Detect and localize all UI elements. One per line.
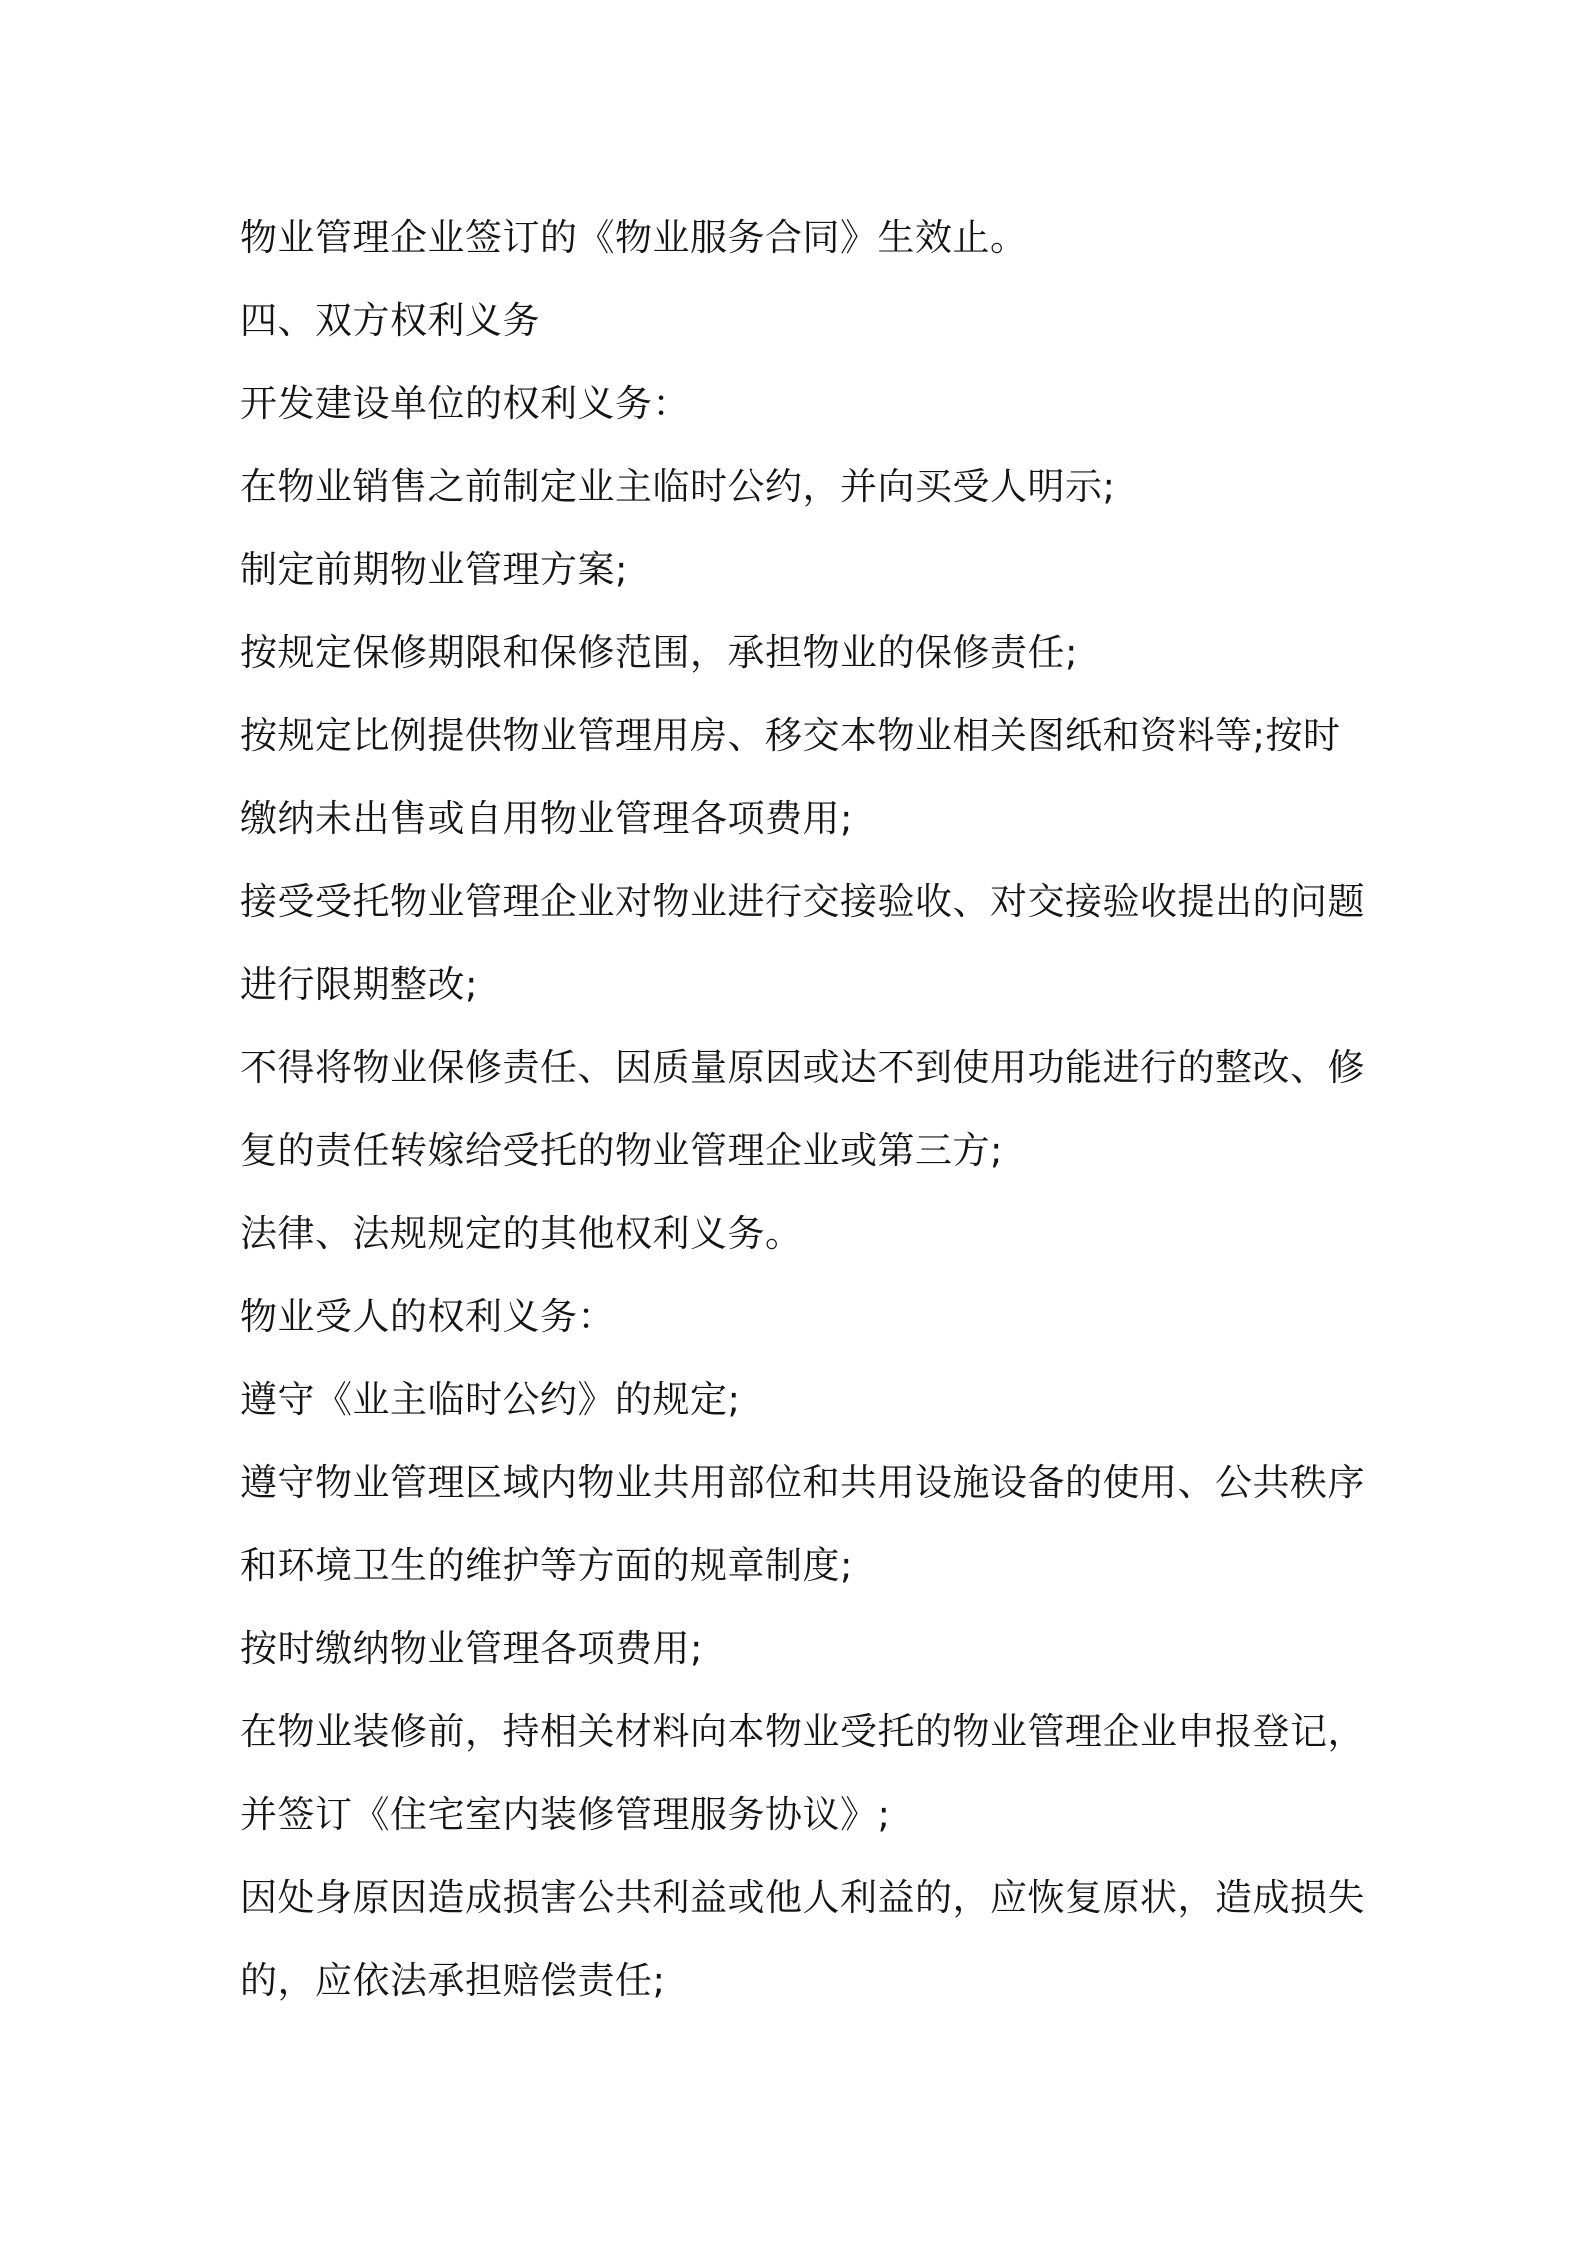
text-line: 进行限期整改; bbox=[240, 963, 478, 1006]
text-line: 在物业销售之前制定业主临时公约，并向买受人明示; bbox=[240, 465, 1116, 508]
text-line: 接受受托物业管理企业对物业进行交接验收、对交接验收提出的问题 bbox=[240, 880, 1365, 923]
text-line: 不得将物业保修责任、因质量原因或达不到使用功能进行的整改、修 bbox=[240, 1046, 1365, 1089]
text-line: 复的责任转嫁给受托的物业管理企业或第三方; bbox=[240, 1129, 1003, 1172]
text-line: 物业管理企业签订的《物业服务合同》生效止。 bbox=[240, 216, 1028, 259]
text-line: 按规定比例提供物业管理用房、移交本物业相关图纸和资料等;按时 bbox=[240, 714, 1341, 757]
text-line: 按时缴纳物业管理各项费用; bbox=[240, 1627, 703, 1670]
text-line: 制定前期物业管理方案; bbox=[240, 548, 628, 591]
text-line: 并签订《住宅室内装修管理服务协议》; bbox=[240, 1793, 891, 1836]
text-line: 和环境卫生的维护等方面的规章制度; bbox=[240, 1544, 853, 1587]
text-line: 按规定保修期限和保修范围，承担物业的保修责任; bbox=[240, 631, 1078, 674]
subsection-heading: 开发建设单位的权利义务： bbox=[240, 382, 690, 425]
text-line: 的，应依法承担赔偿责任; bbox=[240, 1959, 666, 2002]
section-heading: 四、双方权利义务 bbox=[240, 299, 540, 342]
text-line: 遵守《业主临时公约》的规定; bbox=[240, 1378, 741, 1421]
text-line: 遵守物业管理区域内物业共用部位和共用设施设备的使用、公共秩序 bbox=[240, 1461, 1365, 1504]
text-line: 在物业装修前，持相关材料向本物业受托的物业管理企业申报登记， bbox=[240, 1710, 1365, 1753]
text-line: 缴纳未出售或自用物业管理各项费用; bbox=[240, 797, 853, 840]
text-line: 法律、法规规定的其他权利义务。 bbox=[240, 1212, 803, 1255]
text-line: 因处身原因造成损害公共利益或他人利益的，应恢复原状，造成损失 bbox=[240, 1876, 1365, 1919]
subsection-heading: 物业受人的权利义务： bbox=[240, 1295, 615, 1338]
document-body bbox=[240, 196, 1380, 2022]
